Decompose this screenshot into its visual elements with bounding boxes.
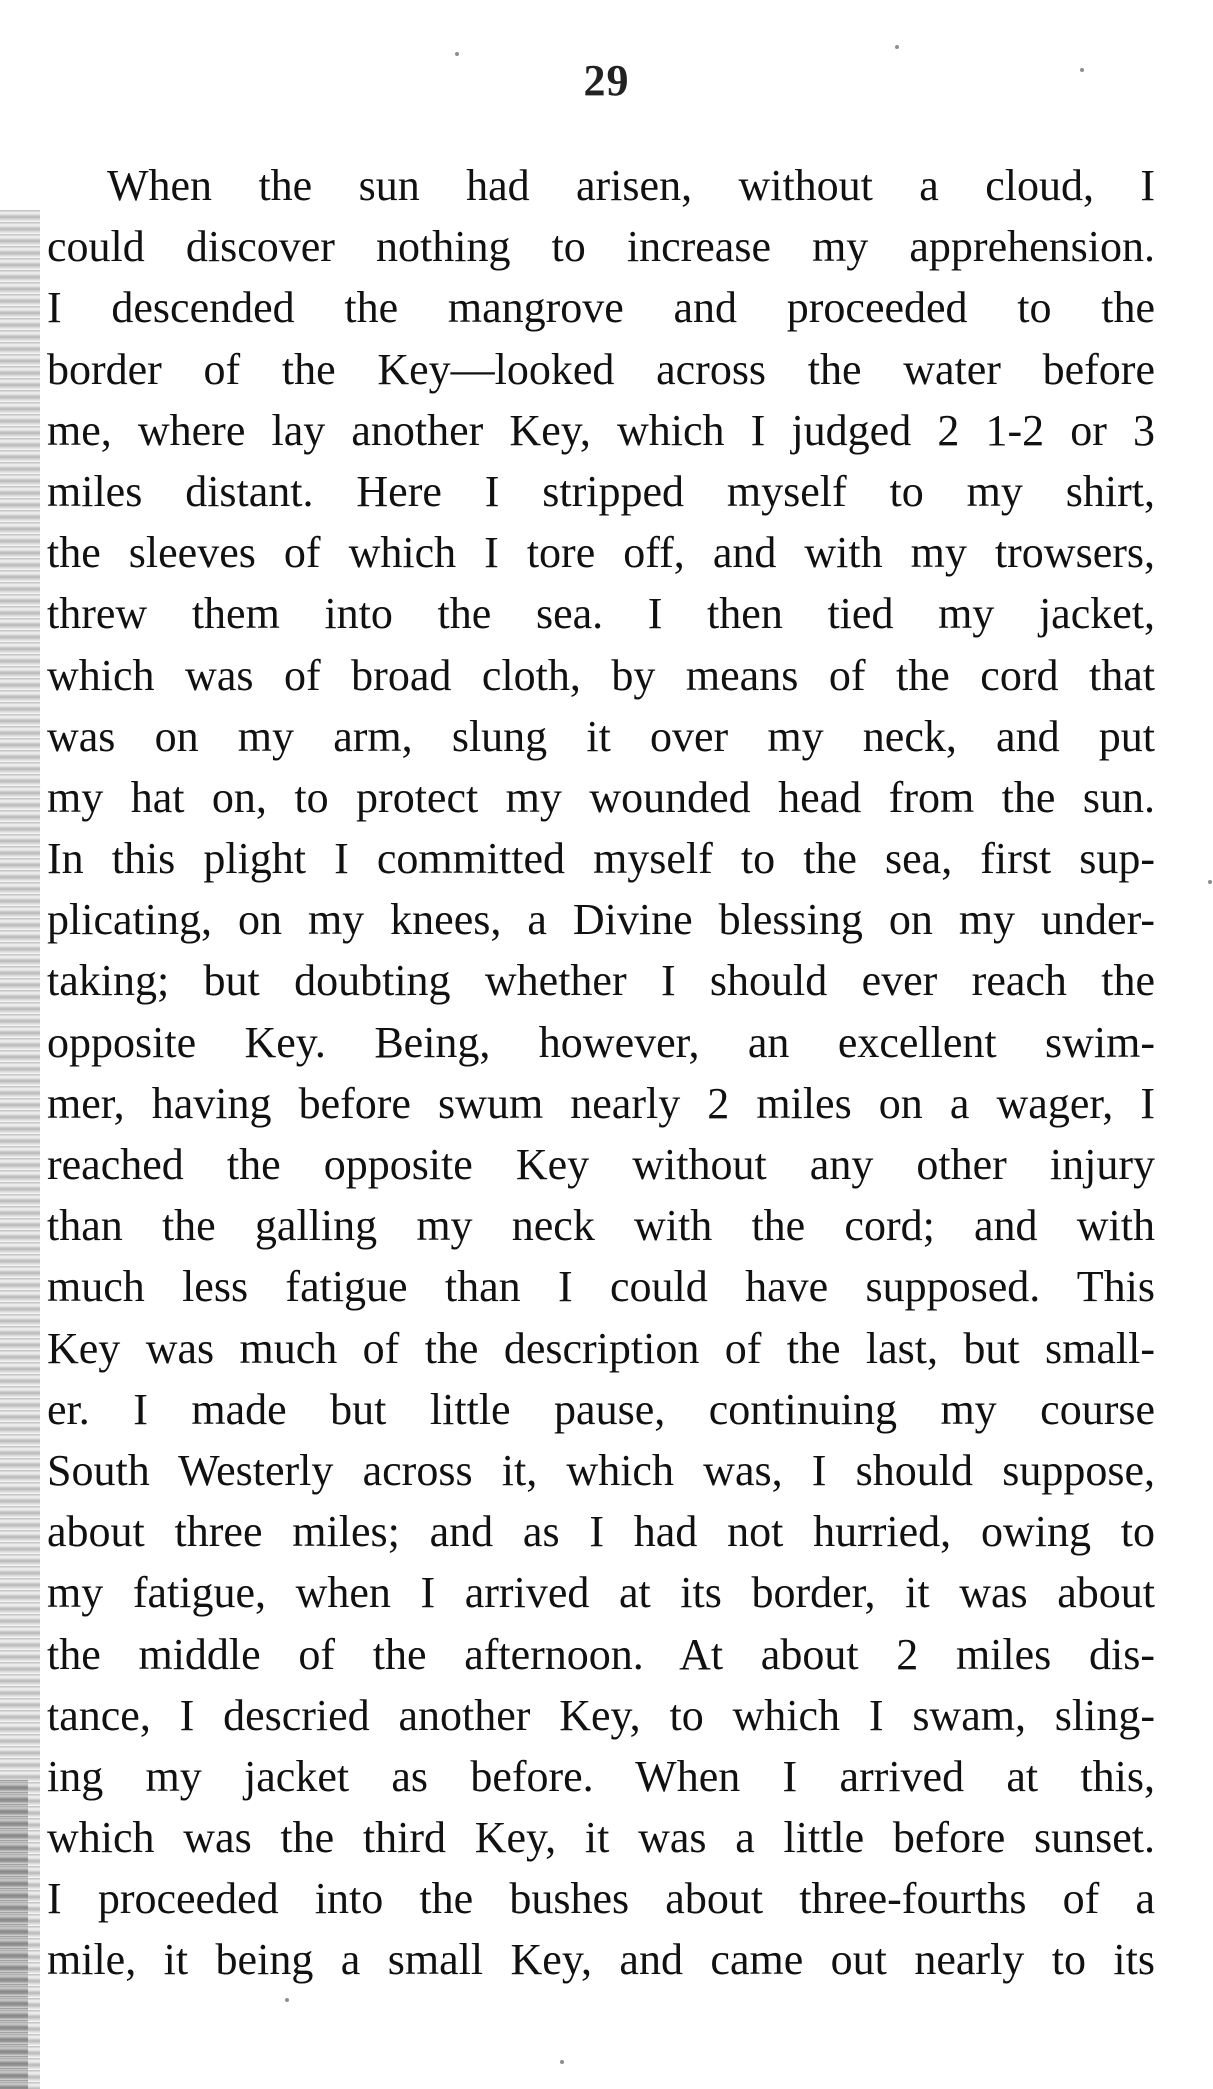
ink-speck [455,52,459,56]
body-text [47,155,1155,1991]
text-line: I proceeded into the bushes about three-fourths of a [47,1874,1155,1924]
text-line: about three miles; and as I had not hurried, owing to [47,1507,1155,1557]
text-line: mile, it being a small Key, and came out nearly to its [47,1935,1155,1985]
text-line: ing my jacket as before. When I arrived at this, [47,1751,1155,1801]
text-line: could discover nothing to increase my apprehension. [47,222,1155,272]
text-line: my hat on, to protect my wounded head from the sun. [47,772,1155,822]
text-line: border of the Key—looked across the water before [47,344,1155,394]
ink-speck [1080,68,1084,72]
text-line: reached the opposite Key without any other injury [47,1140,1155,1189]
text-line: Key was much of the description of the last, but small- [47,1323,1155,1373]
text-line: In this plight I committed myself to the sea, first sup- [47,834,1155,884]
text-line: er. I made but little pause, continuing my course [47,1384,1155,1434]
text-line: South Westerly across it, which was, I should suppose, [47,1445,1155,1495]
text-line: the sleeves of which I tore off, and with my trowsers, [47,528,1155,578]
text-line: tance, I descried another Key, to which I swam, sling- [47,1690,1155,1740]
text-line: was on my arm, slung it over my neck, and put [47,711,1155,761]
text-line: me, where lay another Key, which I judged 2 1-2 or 3 [47,405,1155,455]
text-line: threw them into the sea. I then tied my jacket, [47,589,1155,639]
ink-speck [1208,880,1212,884]
ink-speck [560,2060,564,2064]
ink-speck [895,45,899,49]
text-line: When the sun had arisen, without a cloud, I [107,161,1155,210]
text-line: than the galling my neck with the cord; and with [47,1201,1155,1251]
text-line: plicating, on my knees, a Divine blessing on my under- [47,895,1155,945]
text-line: mer, having before swum nearly 2 miles on a wager, I [47,1078,1155,1128]
page-binding-shadow-dark [0,1780,28,2089]
text-line: miles distant. Here I stripped myself to my shirt, [47,466,1155,516]
text-line: my fatigue, when I arrived at its border, it was about [47,1568,1155,1618]
text-line: the middle of the afternoon. At about 2 miles dis- [47,1629,1155,1679]
page-number: 29 [583,56,630,105]
text-line: opposite Key. Being, however, an excellent swim- [47,1017,1155,1067]
text-line: much less fatigue than I could have supposed. This [47,1262,1155,1312]
text-line: taking; but doubting whether I should ever reach the [47,956,1155,1006]
text-line: which was of broad cloth, by means of the cord that [47,650,1155,700]
ink-speck [285,1998,289,2002]
text-line: which was the third Key, it was a little before sunset. [47,1813,1155,1863]
text-line: I descended the mangrove and proceeded to the [47,283,1155,333]
